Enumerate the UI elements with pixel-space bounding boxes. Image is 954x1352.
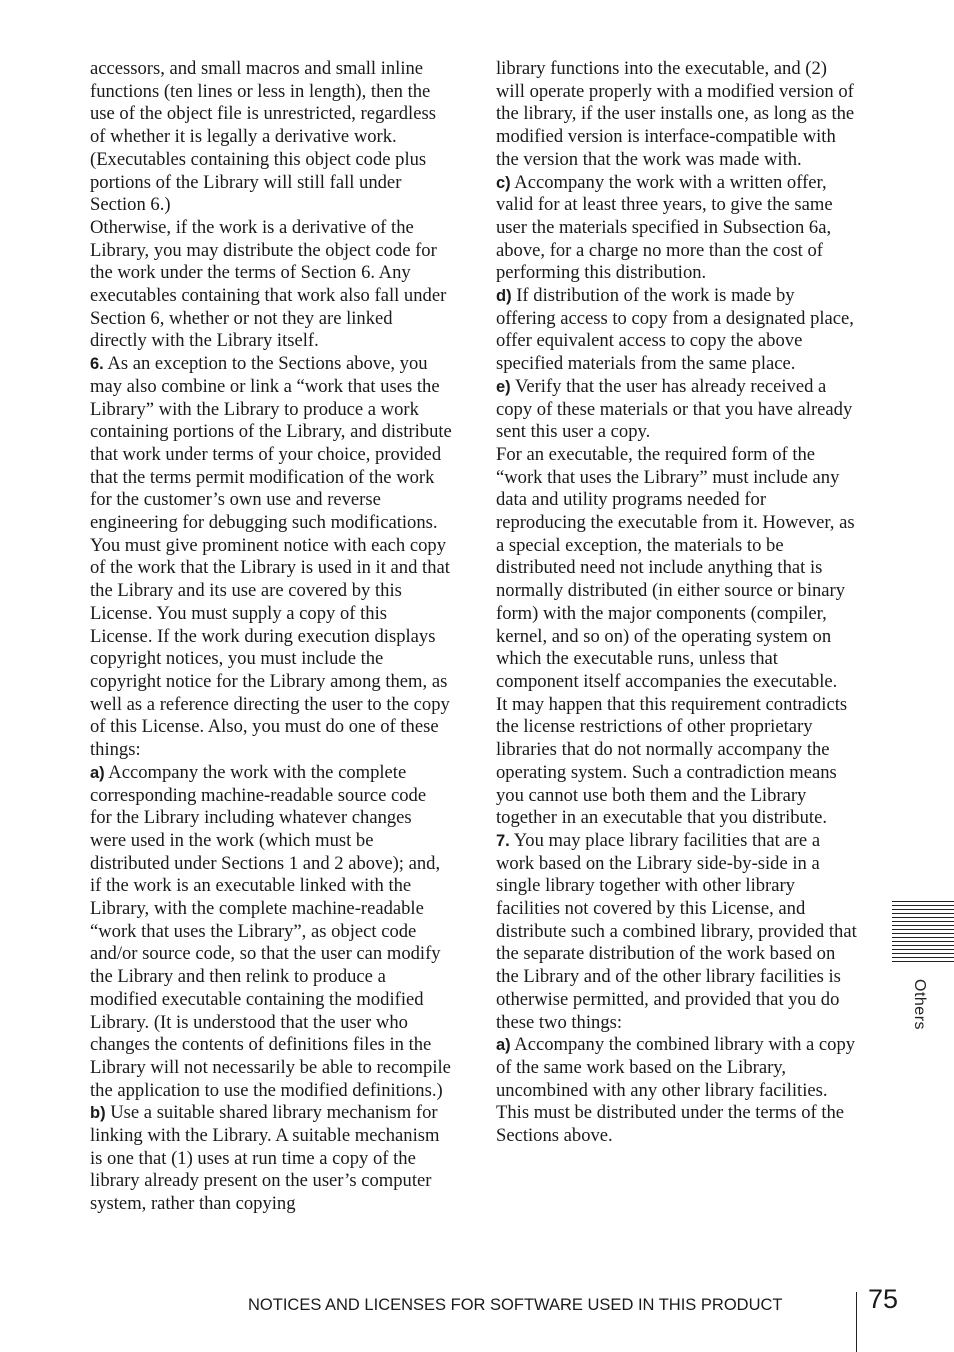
section-tab-stripes [892, 901, 954, 965]
item-label: 7. [496, 831, 510, 850]
left-column [90, 58, 452, 1216]
paragraph-text: library functions into the executable, and (2) will operate properly with a modified version of the library, if the user installs one, as long as the modified version is interface-compatible with the version that the work was made with. [496, 58, 855, 170]
paragraph [90, 762, 452, 1103]
section-tab-label: Others [911, 979, 928, 1031]
item-label: c) [496, 173, 511, 192]
paragraph-text: accessors, and small macros and small inline functions (ten lines or less in length), then the use of the object file is unrestricted, regardless of whether it is legally a derivative work. (Executables containing this object code plus portions of the Library will still fall under Section 6.) [90, 58, 436, 216]
paragraph-text: Otherwise, if the work is a derivative of the Library, you may distribute the object code for the work under the terms of Section 6. Any executables containing that work also fall under Section 6, whether or not they are linked directly with the Library itself. [90, 216, 447, 352]
page-number: 75 [868, 1284, 899, 1314]
item-label: a) [90, 763, 105, 782]
paragraph-text: Accompany the work with the complete corresponding machine-readable source code for the Library including whatever changes were used in the work (which must be distributed under Sections 1 and 2 above); and, if the work is an executable linked with the Library, with the complete machine-readable “work that uses the Library”, as object code and/or source code, so that the user can modify the Library and then relink to produce a modified executable containing the modified Library. (It is understood that the user who changes the contents of definitions files in the Library will not necessarily be able to recompile the application to use the modified definitions.) [90, 761, 451, 1101]
paragraph-text: If distribution of the work is made by offering access to copy from a designated place, offer equivalent access to copy the above specified materials from the same place. [496, 285, 854, 375]
paragraph-text: As an exception to the Sections above, you may also combine or link a “work that uses the Library” with the Library to produce a work containing portions of the Library, and distribute that work under terms of your choice, provided that the terms permit modification of the work for the customer’s own use and reverse engineering for debugging such modifications. [90, 353, 452, 534]
item-label: 6. [90, 355, 104, 374]
paragraph [90, 58, 452, 217]
item-label: e) [496, 377, 511, 396]
paragraph-text: You may place library facilities that are a work based on the Library side-by-side in a single library together with other library facilities not covered by this License, and distribute such a combined library, provided that the separate distribution of the work based on the Library and of the other library facilities is otherwise permitted, and provided that you do these two things: [496, 829, 857, 1033]
paragraph [496, 694, 858, 830]
paragraph-text: You must give prominent notice with each copy of the work that the Library is used in it and that the Library and its use are covered by this License. You must supply a copy of this License. If the work during execution displays copyright notices, you must include the copyright notice for the Library among them, as well as a reference directing the user to the copy of this License. Also, you must do one of these things: [90, 534, 450, 761]
paragraph-text: It may happen that this requirement contradicts the license restrictions of other proprietary libraries that do not normally accompany the operating system. Such a contradiction means you cannot use both them and the Library together in an executable that you distribute. [496, 693, 848, 829]
paragraph-text: Accompany the combined library with a copy of the same work based on the Library, uncombined with any other library facilities. This must be distributed under the terms of the Sections above. [496, 1034, 856, 1147]
item-label: a) [496, 1036, 511, 1055]
footer-title: NOTICES AND LICENSES FOR SOFTWARE USED IN THIS PRODUCT [248, 1296, 783, 1314]
paragraph-text: Use a suitable shared library mechanism for linking with the Library. A suitable mechanism is one that (1) uses at run time a copy of the library already present on the user’s computer system, rather than copying [90, 1102, 440, 1215]
item-label: d) [496, 287, 512, 306]
footer-divider [856, 1292, 857, 1352]
paragraph [496, 285, 858, 376]
paragraph [90, 535, 452, 762]
item-label: b) [90, 1104, 106, 1123]
paragraph [90, 1102, 452, 1216]
paragraph [496, 830, 858, 1034]
section-tab [892, 901, 954, 1031]
paragraph-text: Accompany the work with a written offer, valid for at least three years, to give the same user the materials specified in Subsection 6a, above, for a charge no more than the cost of performing this distribution. [496, 171, 833, 284]
paragraph [496, 376, 858, 444]
paragraph [496, 444, 858, 694]
paragraph [496, 58, 858, 172]
paragraph-text: Verify that the user has already received a copy of these materials or that you have already sent this user a copy. [496, 375, 853, 443]
right-column [496, 58, 858, 1148]
paragraph [496, 172, 858, 286]
paragraph [496, 1034, 858, 1148]
paragraph-text: For an executable, the required form of the “work that uses the Library” must include any data and utility programs needed for reproducing the executable from it. However, as a special exception, the materials to be distributed need not include anything that is normally distributed (in either source or binary form) with the major components (compiler, kernel, and so on) of the operating system on which the executable runs, unless that component itself accompanies the executable. [496, 443, 855, 692]
paragraph [90, 217, 452, 353]
paragraph [90, 353, 452, 535]
